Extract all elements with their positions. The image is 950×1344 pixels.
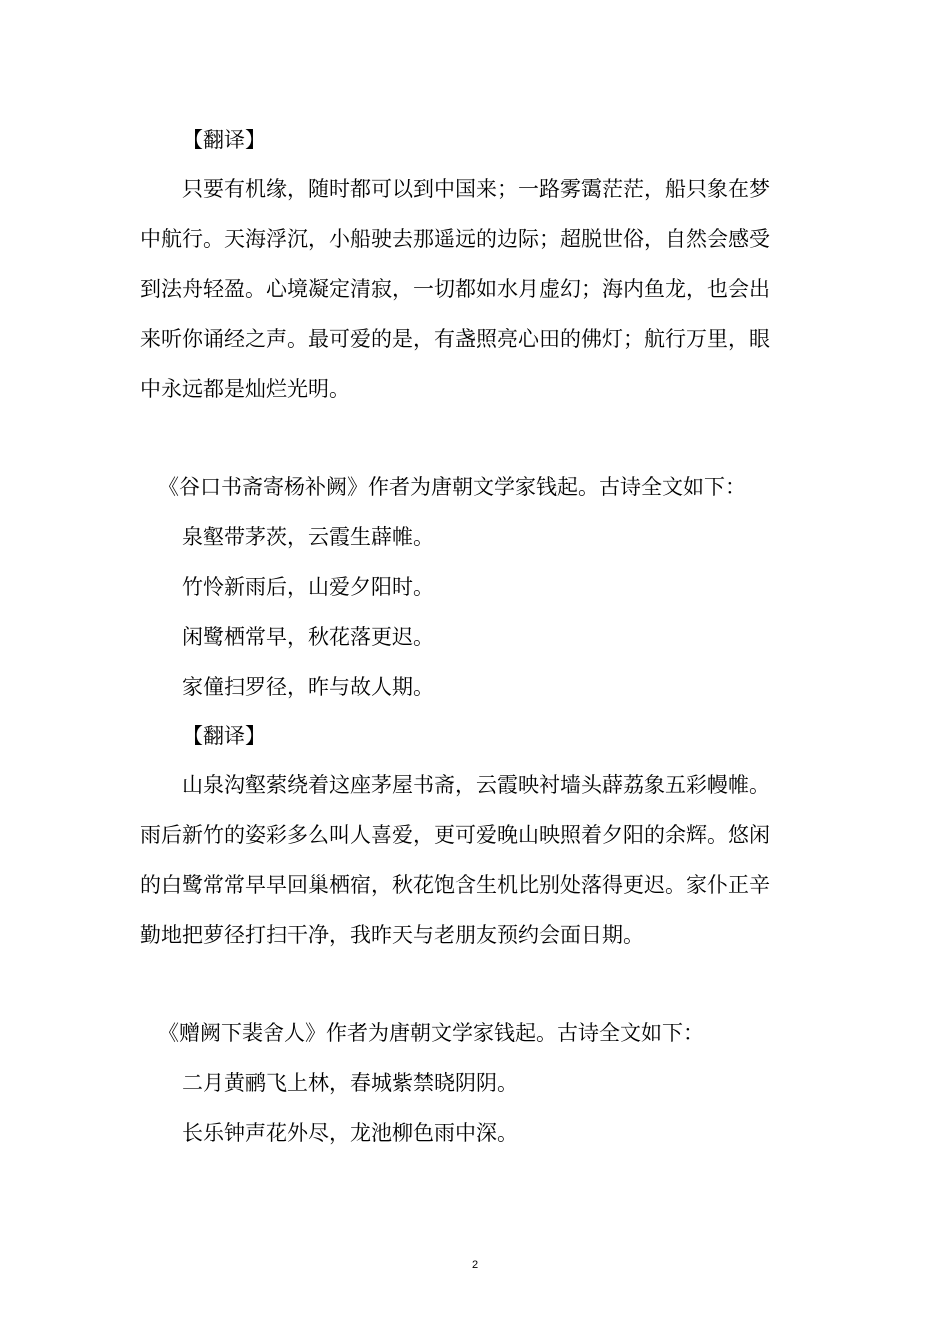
translation-heading: 【翻译】 xyxy=(182,724,266,748)
poem-verse: 闲鹭栖常早，秋花落更迟。 xyxy=(182,625,434,649)
poem-verse: 家僮扫罗径，昨与故人期。 xyxy=(182,675,434,699)
poem-verse: 二月黄鹂飞上林，春城紫禁晓阴阴。 xyxy=(182,1071,518,1095)
translation-line: 只要有机缘，随时都可以到中国来；一路雾霭茫茫，船只象在梦 xyxy=(182,177,770,201)
poem-verse: 泉壑带茅茨，云霞生薜帷。 xyxy=(182,525,434,549)
translation-line: 雨后新竹的姿彩多么叫人喜爱，更可爱晚山映照着夕阳的余辉。悠闲 xyxy=(140,823,770,847)
poem-intro: 《赠阙下裴舍人》作者为唐朝文学家钱起。古诗全文如下： xyxy=(158,1021,704,1045)
poem-verse: 竹怜新雨后，山爱夕阳时。 xyxy=(182,575,434,599)
poem-intro: 《谷口书斋寄杨补阙》作者为唐朝文学家钱起。古诗全文如下： xyxy=(158,475,746,499)
translation-line: 到法舟轻盈。心境凝定清寂，一切都如水月虚幻；海内鱼龙，也会出 xyxy=(140,277,770,301)
translation-line: 来听你诵经之声。最可爱的是，有盏照亮心田的佛灯；航行万里，眼 xyxy=(140,327,770,351)
translation-line: 山泉沟壑萦绕着这座茅屋书斋，云霞映衬墙头薜荔象五彩幔帷。 xyxy=(182,773,770,797)
page-number: 2 xyxy=(471,1259,479,1271)
translation-line: 的白鹭常常早早回巢栖宿，秋花饱含生机比别处落得更迟。家仆正辛 xyxy=(140,873,770,897)
translation-line: 勤地把萝径打扫干净，我昨天与老朋友预约会面日期。 xyxy=(140,923,644,947)
translation-line: 中航行。天海浮沉，小船驶去那遥远的边际；超脱世俗，自然会感受 xyxy=(140,227,770,251)
translation-heading: 【翻译】 xyxy=(182,128,266,152)
poem-verse: 长乐钟声花外尽，龙池柳色雨中深。 xyxy=(182,1121,518,1145)
translation-line: 中永远都是灿烂光明。 xyxy=(140,377,350,401)
